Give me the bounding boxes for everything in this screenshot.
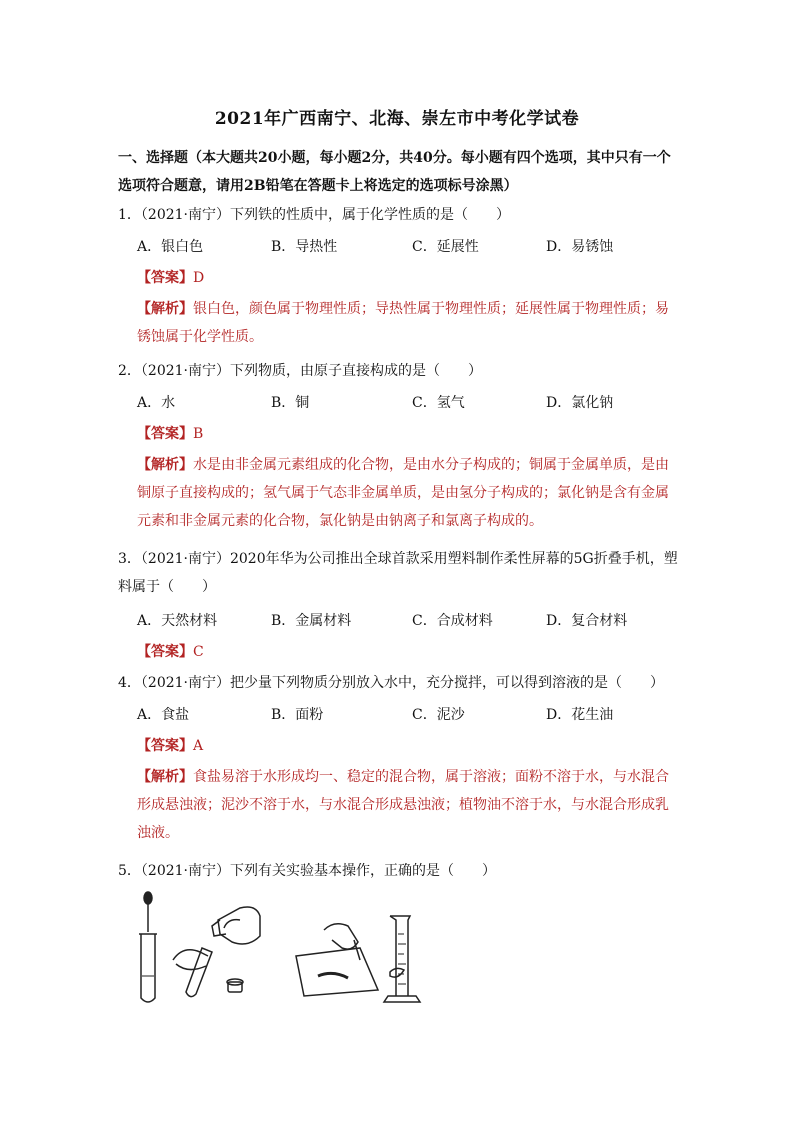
explain-tag: 【解析】 [137, 457, 193, 473]
option-a: A．银白色 [137, 239, 204, 255]
option-b: B．金属材料 [271, 613, 352, 629]
question-2-stem: 2．（2021·南宁）下列物质，由原子直接构成的是（ ） [118, 363, 482, 379]
option-a: A．食盐 [137, 707, 190, 723]
weighing-paper-drawing [296, 924, 404, 996]
option-c: C．氢气 [412, 395, 465, 411]
explanation-text: 银白色，颜色属于物理性质；导热性属于物理性质；延展性属于物理性质；易锈蚀属于化学性质。 [137, 301, 669, 345]
question-4-answer [137, 732, 677, 760]
question-2-options [137, 389, 677, 417]
explanation-text: 食盐易溶于水形成均一、稳定的混合物，属于溶液；面粉不溶于水，与水混合形成悬浊液；泥沙不溶于水，与水混合形成悬浊液；植物油不溶于水，与水混合形成乳浊液。 [137, 769, 669, 841]
page-title: 2021年广西南宁、北海、崇左市中考化学试卷 [214, 109, 580, 129]
option-d: D．花生油 [546, 707, 614, 723]
question-2-answer [137, 420, 677, 448]
question-1-stem: 1．（2021·南宁）下列铁的性质中，属于化学性质的是（ ） [118, 207, 510, 223]
graduated-cylinder-drawing [384, 916, 420, 1002]
question-3-answer [137, 638, 677, 666]
question-5-stem: 5．（2021·南宁）下列有关实验基本操作，正确的是（ ） [118, 863, 496, 879]
question-1-explanation [137, 295, 677, 351]
option-c: C．泥沙 [412, 707, 465, 723]
answer-tag: 【答案】 [137, 426, 193, 442]
question-3-options [137, 607, 677, 635]
answer-value: D [193, 270, 205, 286]
answer-tag: 【答案】 [137, 270, 193, 286]
answer-value: A [193, 738, 204, 754]
lab-operations-illustration [128, 890, 548, 1010]
option-d: D．氯化钠 [546, 395, 614, 411]
option-b: B．面粉 [271, 707, 324, 723]
lab-operations-figure [128, 890, 548, 1010]
question-4-stem: 4．（2021·南宁）把少量下列物质分别放入水中，充分搅拌，可以得到溶液的是（ ） [118, 675, 664, 691]
question-3-stem: 3．（2021·南宁）2020年华为公司推出全球首款采用塑料制作柔性屏幕的5G折叠手机，塑料属于（ ） [118, 551, 678, 595]
option-b: B．铜 [271, 395, 310, 411]
answer-value: B [193, 426, 204, 442]
option-d: D．复合材料 [546, 613, 628, 629]
pouring-liquid-drawing [173, 907, 260, 997]
question-4-explanation [137, 763, 677, 847]
option-d: D．易锈蚀 [546, 239, 614, 255]
option-a: A．天然材料 [137, 613, 218, 629]
question-1-options [137, 233, 677, 261]
dropper-test-tube-drawing [139, 892, 157, 1002]
option-c: C．延展性 [412, 239, 479, 255]
option-c: C．合成材料 [412, 613, 493, 629]
option-a: A．水 [137, 395, 176, 411]
section-heading: 一、选择题（本大题共20小题，每小题2分，共40分。每小题有四个选项，其中只有一个选项符合题意，请用2B铅笔在答题卡上将选定的选项标号涂黑） [118, 150, 671, 194]
answer-tag: 【答案】 [137, 644, 193, 660]
question-1-answer [137, 264, 677, 292]
question-4-options [137, 701, 677, 729]
option-b: B．导热性 [271, 239, 338, 255]
explain-tag: 【解析】 [137, 769, 193, 785]
question-2-explanation [137, 451, 677, 535]
answer-tag: 【答案】 [137, 738, 193, 754]
explain-tag: 【解析】 [137, 301, 193, 317]
explanation-text: 水是由非金属元素组成的化合物，是由水分子构成的；铜属于金属单质，是由铜原子直接构成的；氢气属于气态非金属单质，是由氢分子构成的；氯化钠是含有金属元素和非金属元素的化合物，氯化钠是由钠离子和氯离子构成的。 [137, 457, 669, 529]
answer-value: C [193, 644, 204, 660]
